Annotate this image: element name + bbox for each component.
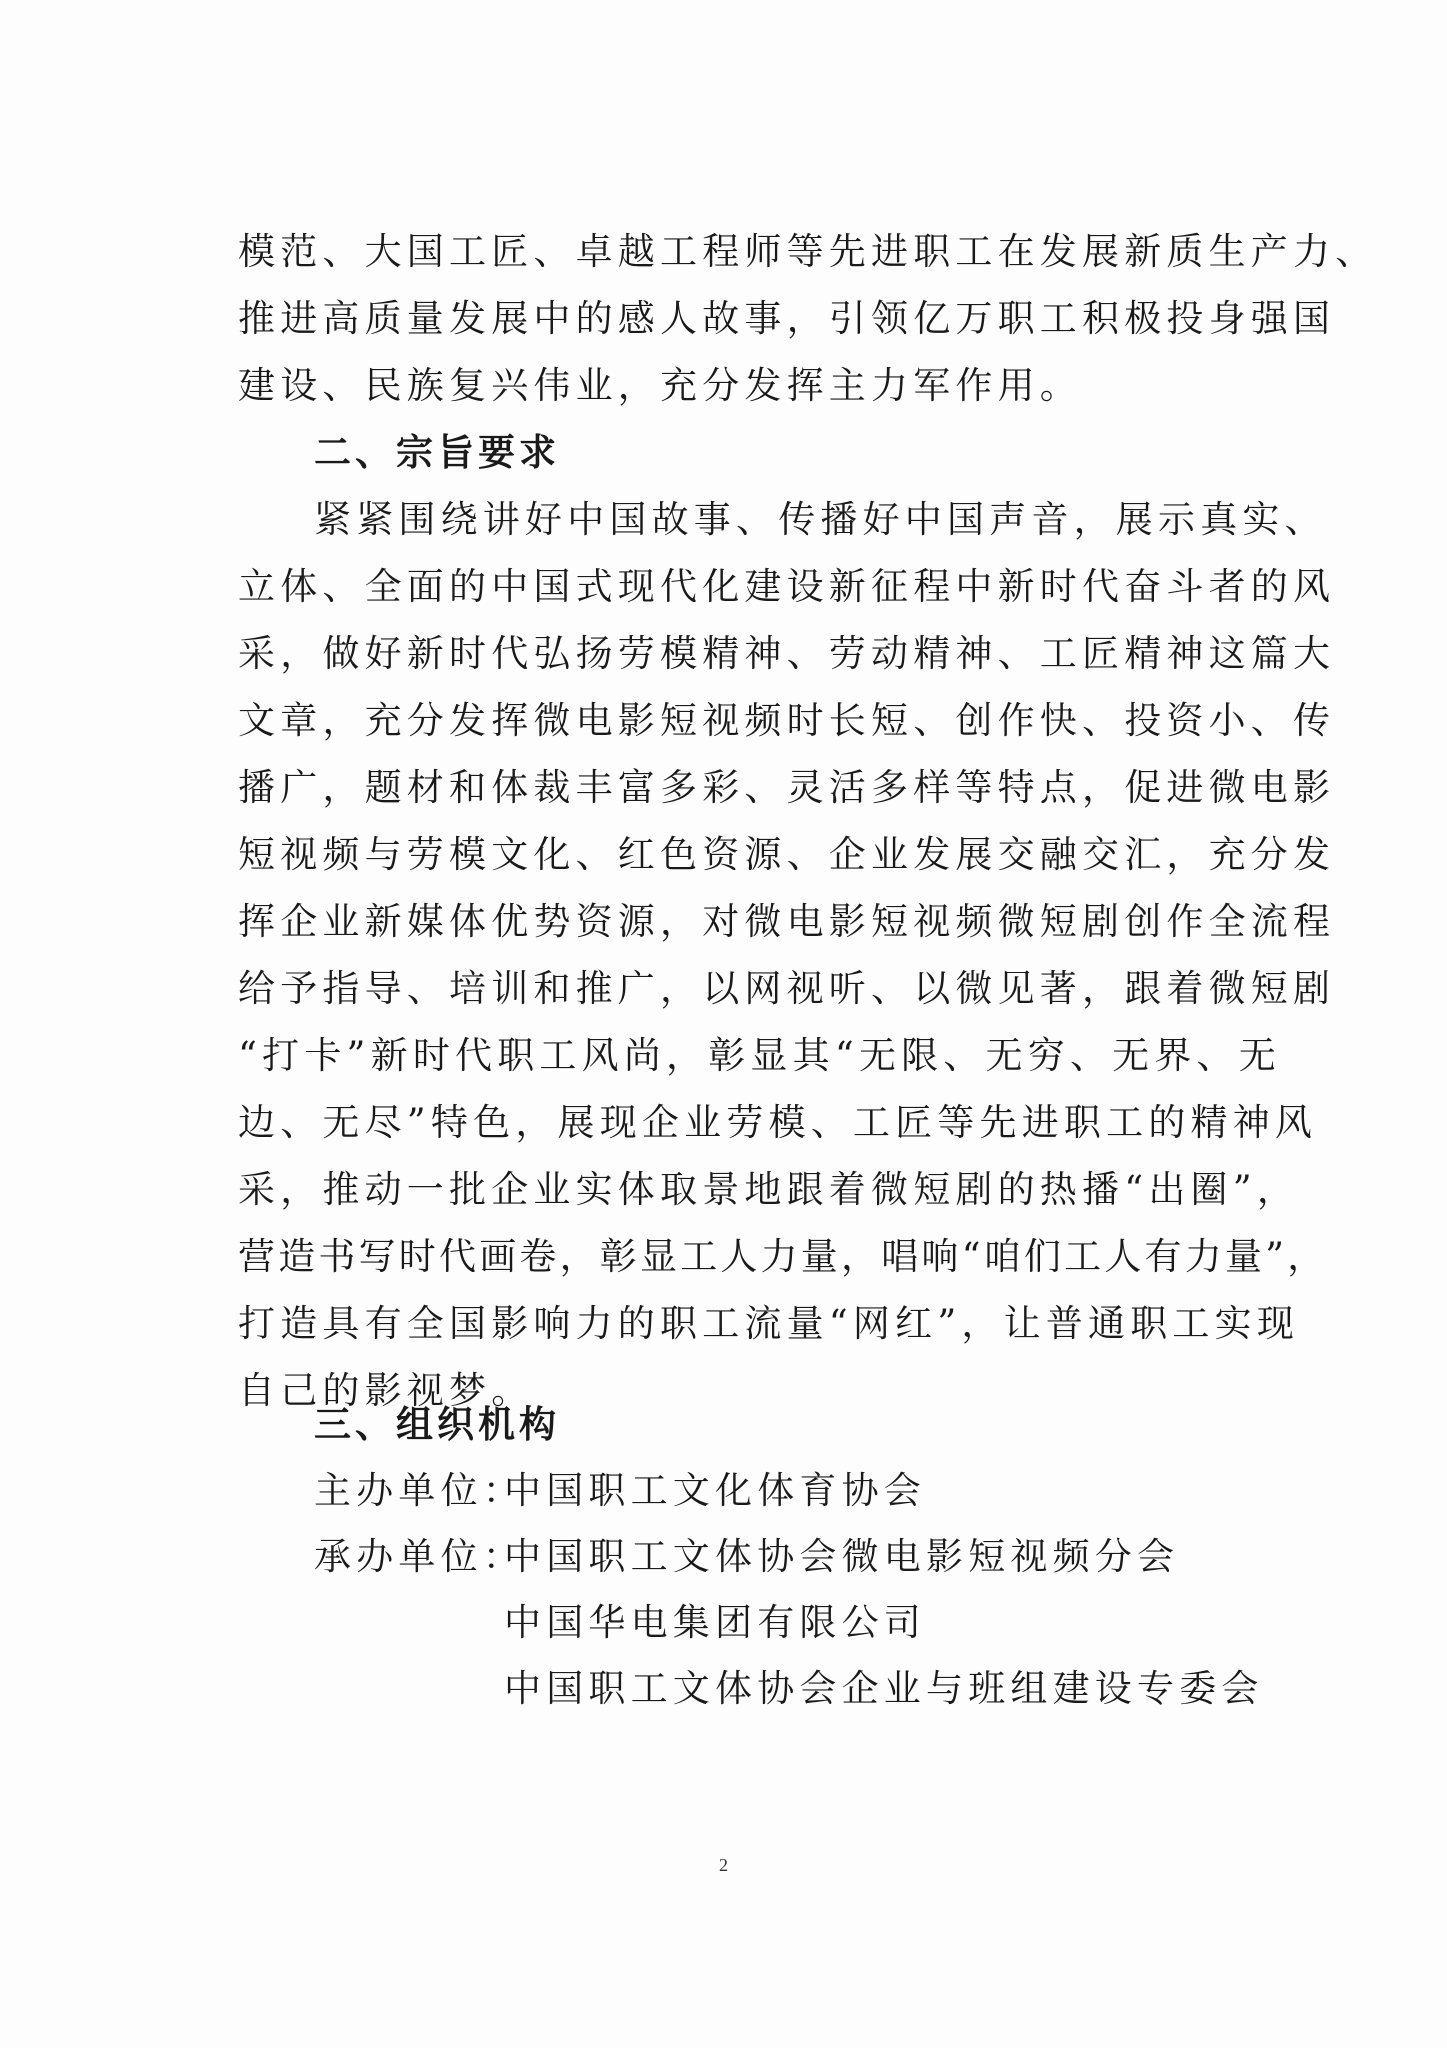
paragraph-line: 给予指导、培训和推广，以网视听、以微见著，跟着微短剧 — [238, 967, 1336, 1010]
paragraph-line: 营造书写时代画卷，彰显工人力量，唱响“咱们工人有力量”， — [238, 1235, 1328, 1278]
organizer-name: 中国华电集团有限公司 — [504, 1601, 926, 1644]
paragraph-line: 推进高质量发展中的感人故事，引领亿万职工积极投身强国 — [238, 297, 1336, 340]
paragraph-line: 挥企业新媒体优势资源，对微电影短视频微短剧创作全流程 — [238, 900, 1336, 943]
paragraph-line: 打造具有全国影响力的职工流量“网红”，让普通职工实现 — [238, 1302, 1300, 1345]
paragraph-line: 模范、大国工匠、卓越工程师等先进职工在发展新质生产力、 — [238, 230, 1378, 273]
organizer-row — [314, 1537, 1274, 1577]
paragraph-line: 采，做好新时代弘扬劳模精神、劳动精神、工匠精神这篇大 — [238, 632, 1336, 675]
section-heading-purpose: 二、宗旨要求 — [314, 431, 560, 474]
paragraph-line: 短视频与劳模文化、红色资源、企业发展交融交汇，充分发 — [238, 833, 1336, 876]
paragraph-line: 紧紧围绕讲好中国故事、传播好中国声音，展示真实、 — [314, 498, 1327, 541]
paragraph-line: 自己的影视梦。 — [238, 1369, 534, 1412]
paragraph-line: “打卡”新时代职工风尚，彰显其“无限、无穷、无界、无 — [238, 1034, 1281, 1077]
paragraph-line: 文章，充分发挥微电影短视频时长短、创作快、投资小、传 — [238, 699, 1336, 742]
organizer-name: 中国职工文体协会微电影短视频分会 — [504, 1535, 1180, 1578]
host-row — [314, 1471, 1274, 1511]
section-heading-organization: 三、组织机构 — [314, 1403, 560, 1446]
paragraph-line: 边、无尽”特色，展现企业劳模、工匠等先进职工的精神风 — [238, 1101, 1318, 1144]
host-name: 中国职工文化体育协会 — [504, 1469, 926, 1512]
paragraph-line: 播广，题材和体裁丰富多彩、灵活多样等特点，促进微电影 — [238, 766, 1336, 809]
page-number: 2 — [719, 1855, 728, 1875]
paragraph-line: 建设、民族复兴伟业，充分发挥主力军作用。 — [238, 364, 1082, 407]
host-label: 主办单位： — [314, 1469, 525, 1512]
paragraph-line: 采，推动一批企业实体取景地跟着微短剧的热播“出圈”， — [238, 1168, 1300, 1211]
organizer-name: 中国职工文体协会企业与班组建设专委会 — [504, 1667, 1264, 1710]
paragraph-line: 立体、全面的中国式现代化建设新征程中新时代奋斗者的风 — [238, 565, 1336, 608]
organizer-label: 承办单位： — [314, 1535, 525, 1578]
